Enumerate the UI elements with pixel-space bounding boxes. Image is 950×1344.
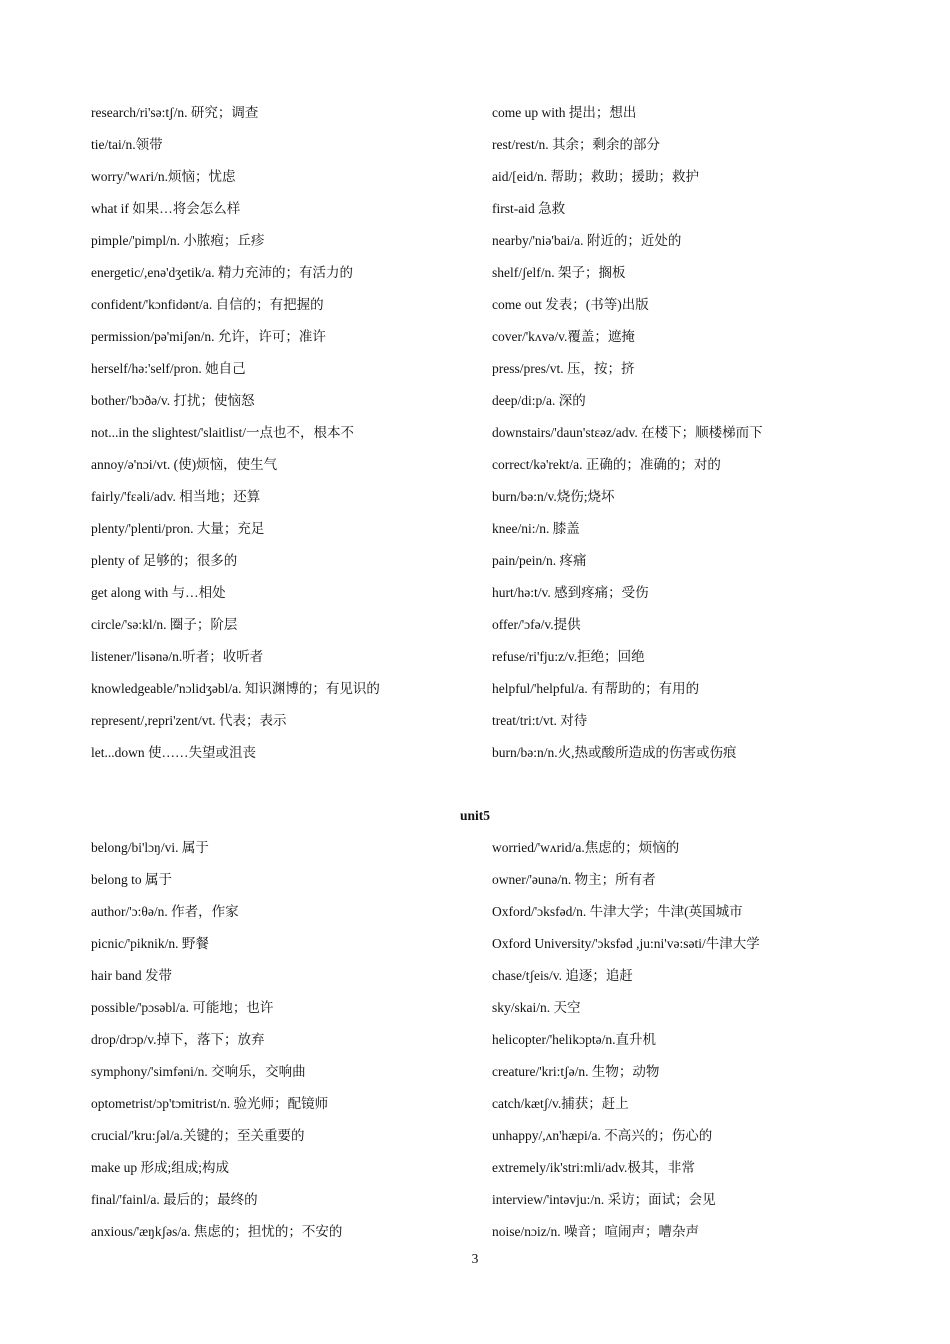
vocab-entry: deep/di:p/a. 深的: [492, 393, 586, 408]
vocab-entry: Oxford University/'ɔksfəd ,ju:ni'və:səti/牛津大学: [492, 936, 760, 951]
vocab-entry: annoy/ə'nɔi/vt. (使)烦恼，使生气: [91, 457, 278, 472]
vocab-entry: burn/bə:n/v.烧伤;烧坏: [492, 489, 615, 504]
vocab-entry: creature/'kri:tʃə/n. 生物；动物: [492, 1064, 660, 1079]
vocab-entry: hair band 发带: [91, 968, 172, 983]
vocab-entry: aid/[eid/n. 帮助；救助；援助；救护: [492, 169, 699, 184]
vocab-entry: get along with 与…相处: [91, 585, 226, 600]
page-number: 3: [471, 1251, 479, 1266]
vocab-entry: confident/'kɔnfidənt/a. 自信的；有把握的: [91, 297, 324, 312]
vocab-entry: cover/'kʌvə/v.覆盖；遮掩: [492, 329, 635, 344]
vocab-entry: rest/rest/n. 其余；剩余的部分: [492, 137, 660, 152]
unit-heading: unit5: [459, 808, 490, 823]
vocab-entry: knee/ni:/n. 膝盖: [492, 521, 580, 536]
vocab-entry: anxious/'æŋkʃəs/a. 焦虑的；担忧的；不安的: [91, 1224, 343, 1239]
vocab-entry: plenty of 足够的；很多的: [91, 553, 238, 568]
vocab-entry: helicopter/'helikɔptə/n.直升机: [492, 1032, 657, 1047]
vocab-entry: plenty/'plenti/pron. 大量；充足: [91, 521, 265, 536]
vocab-entry: bother/'bɔðə/v. 打扰；使恼怒: [91, 393, 255, 408]
vocab-entry: crucial/'kru:ʃəl/a.关键的；至关重要的: [91, 1128, 305, 1143]
vocab-entry: possible/'pɔsəbl/a. 可能地；也许: [91, 1000, 274, 1015]
vocab-entry: interview/'intəvju:/n. 采访；面试；会见: [492, 1192, 716, 1207]
vocab-entry: not...in the slightest/'slaitlist/一点也不，根本不: [91, 425, 355, 440]
vocab-entry: tie/tai/n.领带: [91, 137, 163, 152]
vocab-entry: noise/nɔiz/n. 噪音；喧闹声；嘈杂声: [492, 1224, 699, 1239]
vocab-entry: refuse/ri'fju:z/v.拒绝；回绝: [492, 649, 645, 664]
vocab-entry: worried/'wʌrid/a.焦虑的；烦恼的: [492, 840, 680, 855]
vocab-entry: burn/bə:n/n.火,热或酸所造成的伤害或伤痕: [492, 745, 737, 760]
vocab-entry: research/ri'sə:tʃ/n. 研究；调查: [91, 105, 259, 120]
vocab-entry: permission/pə'miʃən/n. 允许，许可；准许: [91, 329, 326, 344]
vocab-entry: nearby/'niə'bai/a. 附近的；近处的: [492, 233, 682, 248]
vocab-entry: shelf/ʃelf/n. 架子；搁板: [492, 265, 626, 280]
vocab-entry: extremely/ik'stri:mli/adv.极其，非常: [492, 1160, 695, 1175]
vocab-entry: catch/kætʃ/v.捕获；赶上: [492, 1096, 629, 1111]
vocab-entry: optometrist/ɔp'tɔmitrist/n. 验光师；配镜师: [91, 1096, 329, 1111]
vocab-entry: offer/'ɔfə/v.提供: [492, 617, 581, 632]
vocab-entry: press/pres/vt. 压，按；挤: [492, 361, 635, 376]
vocab-entry: symphony/'simfəni/n. 交响乐，交响曲: [91, 1064, 306, 1079]
vocab-entry: come out 发表；(书等)出版: [492, 297, 649, 312]
vocab-entry: knowledgeable/'nɔlidʒəbl/a. 知识渊博的；有见识的: [91, 681, 380, 696]
vocab-entry: Oxford/'ɔksfəd/n. 牛津大学；牛津(英国城市: [492, 904, 743, 919]
vocab-entry: owner/'əunə/n. 物主；所有者: [492, 872, 656, 887]
vocab-entry: energetic/,enə'dʒetik/a. 精力充沛的；有活力的: [91, 265, 353, 280]
vocab-entry: let...down 使……失望或沮丧: [91, 745, 256, 760]
vocab-entry: correct/kə'rekt/a. 正确的；准确的；对的: [492, 457, 721, 472]
vocab-entry: belong to 属于: [91, 872, 172, 887]
vocab-entry: fairly/'fɛəli/adv. 相当地；还算: [91, 489, 261, 504]
vocab-entry: represent/,repri'zent/vt. 代表；表示: [91, 713, 287, 728]
vocab-entry: come up with 提出；想出: [492, 105, 637, 120]
vocab-entry: circle/'sə:kl/n. 圈子；阶层: [91, 617, 238, 632]
vocab-entry: unhappy/,ʌn'hæpi/a. 不高兴的；伤心的: [492, 1128, 713, 1143]
vocab-entry: helpful/'helpful/a. 有帮助的；有用的: [492, 681, 700, 696]
vocab-entry: what if 如果…将会怎么样: [91, 201, 241, 216]
vocab-entry: pain/pein/n. 疼痛: [492, 553, 587, 568]
vocab-entry: belong/bi'lɔŋ/vi. 属于: [91, 840, 209, 855]
vocab-entry: author/'ɔ:θə/n. 作者，作家: [91, 904, 239, 919]
vocab-entry: treat/tri:t/vt. 对待: [492, 713, 588, 728]
vocab-entry: first-aid 急救: [492, 201, 566, 216]
vocab-entry: make up 形成;组成;构成: [91, 1160, 229, 1175]
vocab-entry: herself/hə:'self/pron. 她自己: [91, 361, 246, 376]
vocab-entry: hurt/hə:t/v. 感到疼痛；受伤: [492, 585, 649, 600]
vocab-entry: pimple/'pimpl/n. 小脓疱；丘疹: [91, 233, 265, 248]
vocab-entry: worry/'wʌri/n.烦恼；忧虑: [91, 169, 236, 184]
vocab-entry: downstairs/'daun'stɛəz/adv. 在楼下；顺楼梯而下: [492, 425, 763, 440]
vocab-entry: listener/'lisənə/n.听者；收听者: [91, 649, 264, 664]
vocab-entry: drop/drɔp/v.掉下，落下；放弃: [91, 1032, 265, 1047]
vocab-entry: sky/skai/n. 天空: [492, 1000, 581, 1015]
vocab-entry: picnic/'piknik/n. 野餐: [91, 936, 209, 951]
vocab-entry: final/'fainl/a. 最后的；最终的: [91, 1192, 258, 1207]
vocab-entry: chase/tʃeis/v. 追逐；追赶: [492, 968, 633, 983]
